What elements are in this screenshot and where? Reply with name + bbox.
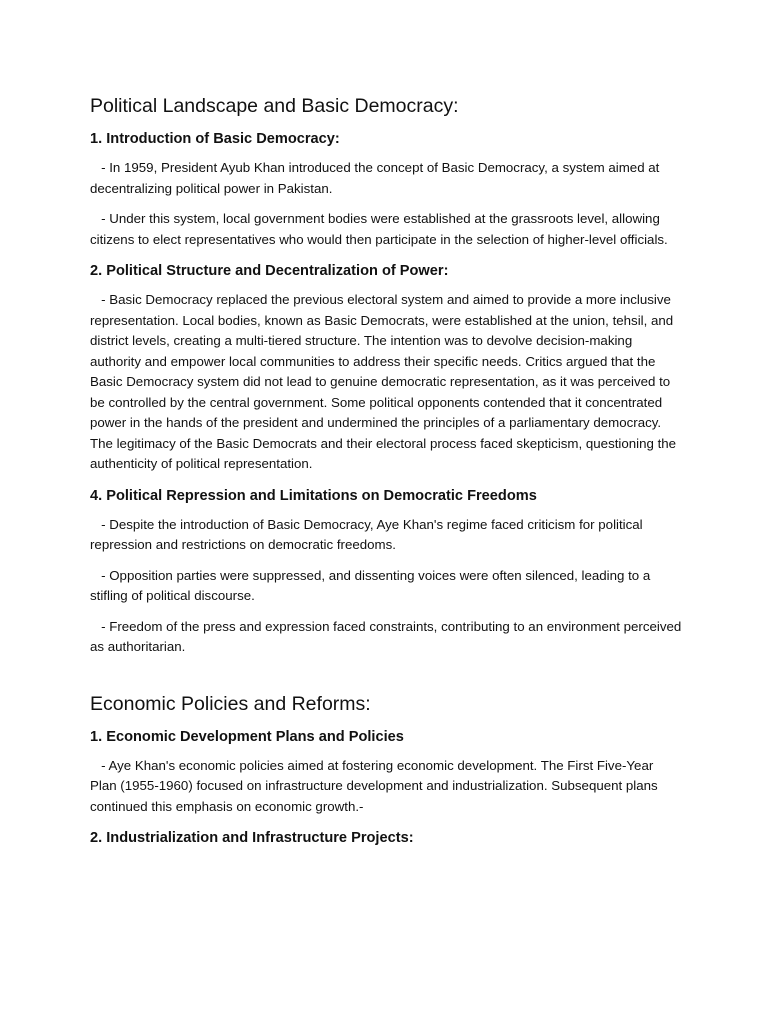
subsection-economic-development [90,726,682,818]
paragraph: - Basic Democracy replaced the previous electoral system and aimed to provide a more inclusive representation. Local bodies, known as Basic Democrats, were established at the union, tehsil, and district levels, creating a multi-tiered structure. The intention was to devolve decision-making authority and empower local communities to address their specific needs. Critics argued that the Basic Democracy system did not lead to genuine democratic representation, as it was perceived to be controlled by the central government. Some political opponents contended that it concentrated power in the hands of the president and undermined the principles of a parliamentary democracy. The legitimacy of the Basic Democrats and their electoral process faced skepticism, questioning the authenticity of political representation. [90,292,680,471]
section-political-landscape [90,92,686,658]
subsection-political-structure [90,260,682,475]
paragraph: - Aye Khan's economic policies aimed at fostering economic development. The First Five-Year Plan (1955-1960) focused on infrastructure development and industrialization. Subsequent plans continued this emphasis on economic growth.- [90,757,662,814]
document-page [90,92,686,857]
section-title: Political Landscape and Basic Democracy: [90,95,459,117]
subsection-heading: 2. Industrialization and Infrastructure Projects: [90,830,414,846]
section-economic-policies [90,690,682,850]
subsection-heading: 2. Political Structure and Decentralization of Power: [90,263,449,279]
section-title: Economic Policies and Reforms: [90,692,371,715]
subsection-heading: 4. Political Repression and Limitations on Democratic Freedoms [90,487,537,504]
subsection-introduction [90,128,682,250]
subsection-industrialization [90,827,682,849]
paragraph: - Under this system, local government bodies were established at the grassroots level, allowing citizens to elect representatives who would then participate in the selection of higher-level officials. [90,211,668,247]
paragraph: - In 1959, President Ayub Khan introduced the concept of Basic Democracy, a system aimed at decentralizing political power in Pakistan. [90,160,664,196]
paragraph: - Opposition parties were suppressed, and dissenting voices were often silenced, leading to a stifling of political discourse. [90,567,654,603]
subsection-heading: 1. Introduction of Basic Democracy: [90,131,340,147]
subsection-heading: 1. Economic Development Plans and Policies [90,728,404,745]
paragraph: - Despite the introduction of Basic Democracy, Aye Khan's regime faced criticism for political repression and restrictions on democratic freedoms. [90,516,647,552]
paragraph: - Freedom of the press and expression faced constraints, contributing to an environment perceived as authoritarian. [90,618,686,654]
subsection-political-repression [90,485,686,658]
